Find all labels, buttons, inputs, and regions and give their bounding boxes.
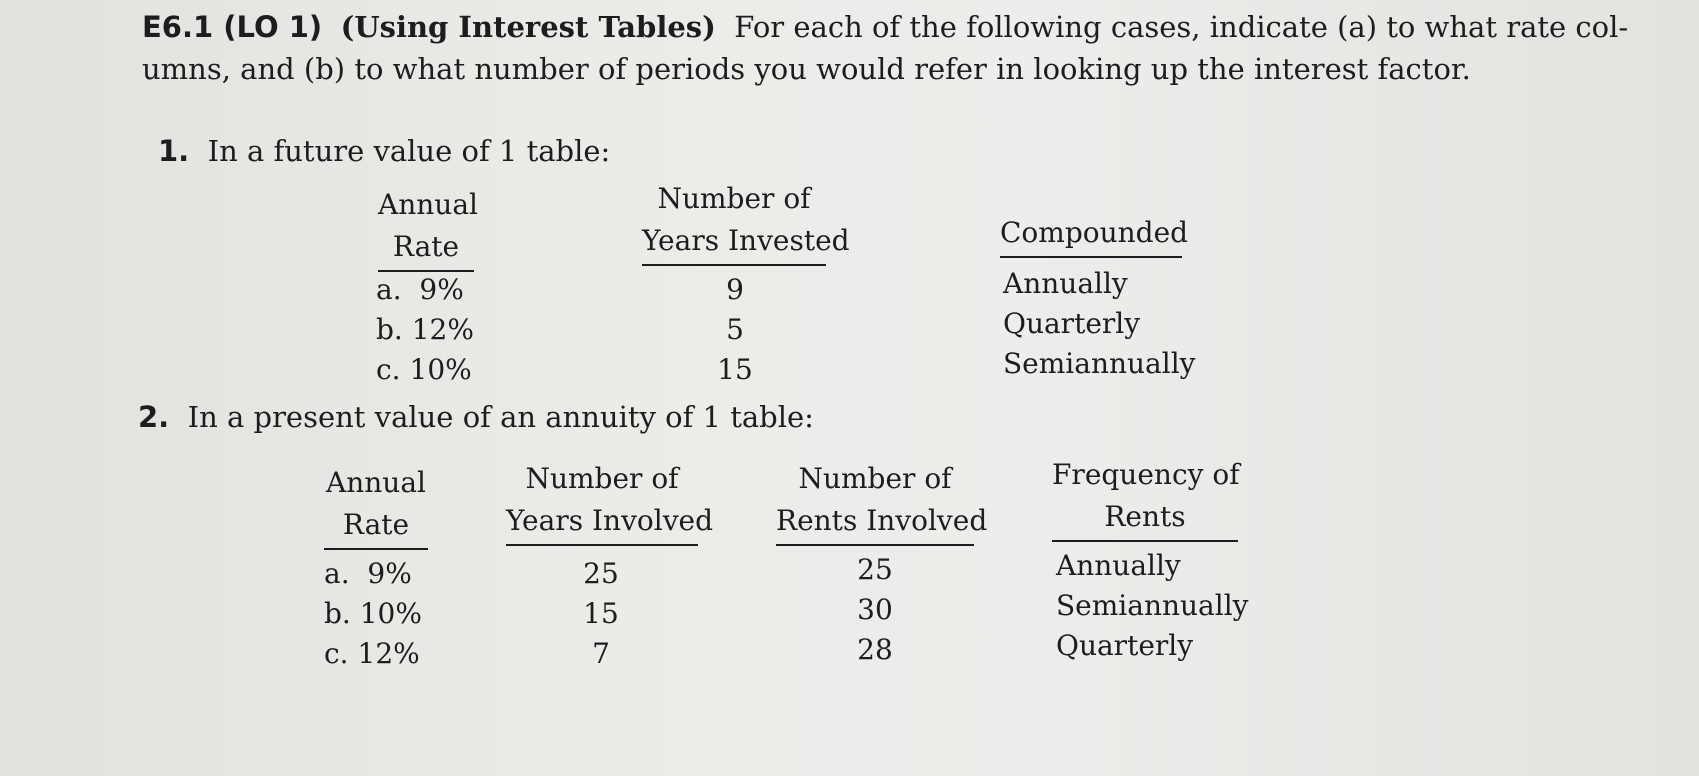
part2-header-years: [506, 458, 714, 546]
exercise-title: (Using Interest Tables): [340, 10, 716, 44]
exercise-code: E6.1 (LO 1): [142, 10, 323, 44]
part2-row-a-years: 25: [583, 557, 619, 590]
part2-row-b-years: 15: [583, 597, 619, 630]
row-letter: a.: [376, 273, 402, 306]
part2-header-frequency-line2: Rents: [1052, 496, 1238, 542]
part1-header-compounded-text: Compounded: [1000, 212, 1182, 258]
part2-header-rate-line1: Annual: [326, 466, 426, 499]
part2-row-a-frequency: Annually: [1056, 549, 1181, 582]
part1-header-rate-line1: Annual: [378, 188, 478, 221]
part2-row-c-years: 7: [592, 637, 610, 670]
part1-row-a-years: 9: [726, 273, 744, 306]
part1-row-b-years: 5: [726, 313, 744, 346]
part2-header-rate-line2: Rate: [324, 504, 428, 550]
part1-header-years: [642, 178, 850, 266]
row-letter: b.: [324, 597, 351, 630]
part2-header-rents-line1: Number of: [798, 462, 952, 495]
part2-label: In a present value of an annuity of 1 table:: [187, 400, 814, 434]
row-letter: c.: [376, 353, 401, 386]
part1-row-a-compounded: Annually: [1003, 267, 1128, 300]
part1-label: In a future value of 1 table:: [207, 134, 611, 168]
part2-header-rents-line2: Rents Involved: [776, 500, 974, 546]
rate-value: 9%: [367, 557, 412, 590]
rate-value: 10%: [409, 353, 472, 386]
part2-row-b-rate: [324, 596, 422, 632]
part1-number: 1.: [158, 134, 190, 168]
rate-value: 9%: [419, 273, 464, 306]
part2-row-b-frequency: Semiannually: [1056, 589, 1249, 622]
row-letter: b.: [376, 313, 403, 346]
rate-value: 10%: [359, 597, 422, 630]
rate-value: 12%: [411, 313, 474, 346]
part2-header-frequency-line1: Frequency of: [1052, 458, 1240, 491]
part2-question: [138, 400, 814, 434]
part2-header-rents: [776, 458, 988, 546]
part1-header-years-line1: Number of: [657, 182, 811, 215]
part2-row-c-rents: 28: [857, 633, 893, 666]
part1-header-years-line2: Years Invested: [642, 220, 826, 266]
part2-row-c-rate: [324, 636, 420, 672]
row-letter: a.: [324, 557, 350, 590]
part2-header-years-line2: Years Involved: [506, 500, 698, 546]
part2-number: 2.: [138, 400, 170, 434]
exercise-prompt-line2: umns, and (b) to what number of periods you would refer in looking up the interest factor.: [142, 52, 1471, 86]
exercise-prompt-line1: For each of the following cases, indicate (a) to what rate col-: [734, 10, 1629, 44]
part1-row-b-rate: [376, 312, 474, 348]
part1-row-c-rate: [376, 352, 472, 388]
part2-header-rate: [324, 462, 428, 550]
part1-row-b-compounded: Quarterly: [1003, 307, 1141, 340]
part2-row-a-rents: 25: [857, 553, 893, 586]
part1-header-rate-line2: Rate: [378, 226, 474, 272]
part1-header-rate: [378, 184, 478, 272]
part1-row-a-rate: [376, 272, 464, 308]
part2-row-b-rents: 30: [857, 593, 893, 626]
part2-row-a-rate: [324, 556, 412, 592]
part1-header-compounded: [1000, 212, 1189, 258]
row-letter: c.: [324, 637, 349, 670]
part1-question: [158, 134, 610, 168]
part2-header-years-line1: Number of: [525, 462, 679, 495]
part2-header-frequency: [1052, 454, 1238, 542]
rate-value: 12%: [357, 637, 420, 670]
part2-row-c-frequency: Quarterly: [1056, 629, 1194, 662]
part1-row-c-compounded: Semiannually: [1003, 347, 1196, 380]
exercise-heading: [142, 6, 1662, 90]
part1-row-c-years: 15: [717, 353, 753, 386]
